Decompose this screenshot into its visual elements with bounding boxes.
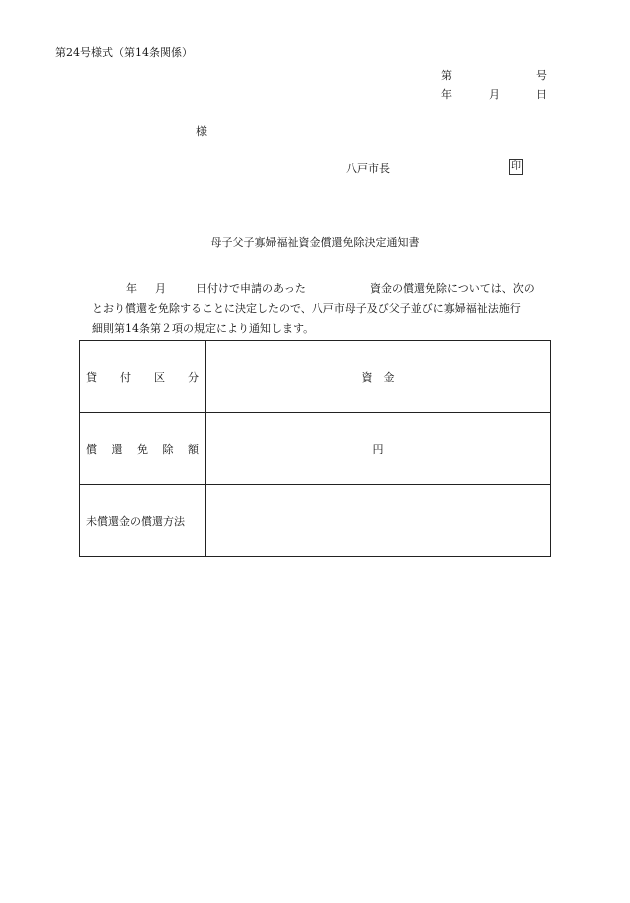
details-table <box>79 340 551 557</box>
repayment-method-label <box>80 485 206 557</box>
date-month-label: 月 <box>489 88 500 101</box>
exemption-amount-label <box>80 413 206 485</box>
sender-title: 八戸市長 <box>346 162 390 175</box>
body-line-3: 細則第14条第２項の規定により通知します。 <box>92 322 315 335</box>
date-day-label: 日 <box>536 88 547 101</box>
label-char: 償 <box>86 442 97 456</box>
body-line-1-rest: 資金の償還免除については、次の <box>370 282 535 295</box>
label-char: 免 <box>137 442 148 456</box>
body-line-1 <box>92 279 552 299</box>
date-year-label: 年 <box>441 88 452 101</box>
repayment-method-value <box>206 485 551 557</box>
label-char: 還 <box>111 442 123 456</box>
document-number-label: 第 <box>441 69 452 82</box>
body-line-2: とおり償還を免除することに決定したので、八戸市母子及び父子並びに寡婦福祉法施行 <box>92 302 521 315</box>
exemption-amount-value: 円 <box>206 413 551 485</box>
table-row <box>80 413 551 485</box>
label-char: 貸 <box>86 370 97 384</box>
seal-stamp: 印 <box>509 159 523 175</box>
label-char: 付 <box>120 370 131 384</box>
document-title: 母子父子寡婦福祉資金償還免除決定通知書 <box>210 236 420 249</box>
recipient-honorific: 様 <box>196 125 207 138</box>
table-row <box>80 341 551 413</box>
loan-category-label <box>80 341 206 413</box>
label-char: 除 <box>162 442 174 456</box>
body-month: 月 <box>155 282 166 295</box>
body-paragraph <box>92 279 552 339</box>
body-day-text: 日付けで申請のあった <box>196 282 306 295</box>
label-char: 分 <box>188 370 199 384</box>
loan-category-value: 資 金 <box>206 341 551 413</box>
body-year: 年 <box>126 282 137 295</box>
label-char: 区 <box>154 370 165 384</box>
document-number-suffix: 号 <box>536 69 547 82</box>
form-number: 第24号様式（第14条関係） <box>55 46 193 59</box>
table-row <box>80 485 551 557</box>
repayment-method-text: 未償還金の償還方法 <box>86 514 185 528</box>
label-char: 額 <box>188 442 199 456</box>
